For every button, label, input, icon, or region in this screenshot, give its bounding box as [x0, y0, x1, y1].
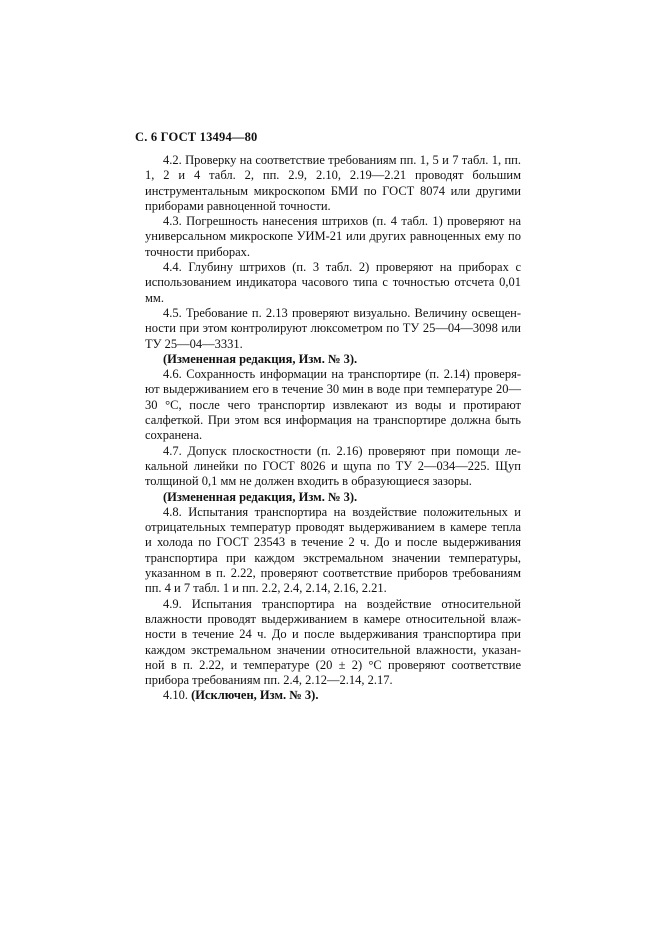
amendment-note: (Измененная редакция, Изм. № 3).	[163, 351, 358, 366]
paragraph-4-3: 4.3. Погрешность нанесения штрихов (п. 4 табл. 1) проверяют на универсальном микроскопе УИМ-21 или других равноценных ему по точности приборах.	[145, 214, 521, 259]
excluded-note: (Исключен, Изм. № 3).	[191, 688, 319, 703]
paragraph-4-8: 4.8. Испытания транспортира на воздействие положительных и отрицательных температур проводят выдерживанием в камере тепла и холода по ГОСТ 23543 в течение 2 ч. До и после выдерживания транспортира при каждом экстремальном значении температуры, указанном в п. 2.22, проверяют соответствие приборов требованиям пп. 4 и 7 табл. 1 и пп. 2.2, 2.4, 2.14, 2.16, 2.21.	[145, 504, 521, 596]
paragraph-4-6: 4.6. Сохранность информации на транспортире (п. 2.14) проверяют выдерживанием его в течение 30 мин в воде при температуре 20—30 °С, после чего транспортир извлекают из воды и протирают салфеткой. При этом вся информация на транспортире должна быть сохранена.	[145, 367, 521, 443]
paragraph-4-5: 4.5. Требование п. 2.13 проверяют визуально. Величину освещенности при этом контролируют люксометром по ТУ 25—04—3098 или ТУ 25—04—3331.	[145, 305, 521, 351]
page-header: С. 6 ГОСТ 13494—80	[135, 130, 258, 144]
document-body	[145, 153, 521, 704]
paragraph-4-10	[145, 688, 521, 703]
paragraph-number: 4.10.	[163, 688, 192, 703]
amendment-note: (Измененная редакция, Изм. № 3).	[163, 489, 358, 504]
paragraph-4-4: 4.4. Глубину штрихов (п. 3 табл. 2) проверяют на приборах с использованием индикатора часового типа с точностью отсчета 0,01 мм.	[145, 260, 521, 305]
paragraph-4-2: 4.2. Проверку на соответствие требованиям пп. 1, 5 и 7 табл. 1, пп. 1, 2 и 4 табл. 2, пп. 2.9, 2.10, 2.19—2.21 проводят большим инструментальным микроскопом БМИ по ГОСТ 8074 или другими приборами равноценной точности.	[145, 153, 521, 213]
paragraph-4-7: 4.7. Допуск плоскостности (п. 2.16) проверяют при помощи лекальной линейки по ГОСТ 8026 и щупа по ТУ 2—034—225. Щуп толщиной 0,1 мм не должен входить в образующиеся зазоры.	[145, 443, 521, 489]
paragraph-4-9: 4.9. Испытания транспортира на воздействие относительной влажности проводят выдерживанием в камере относительной влажности в течение 24 ч. До и после выдерживания транспортира при каждом экстремальном значении относительной влажности, указанной в п. 2.22, и температуре (20 ± 2) °С проверяют соответствие прибора требованиям пп. 2.4, 2.12—2.14, 2.17.	[145, 596, 521, 688]
